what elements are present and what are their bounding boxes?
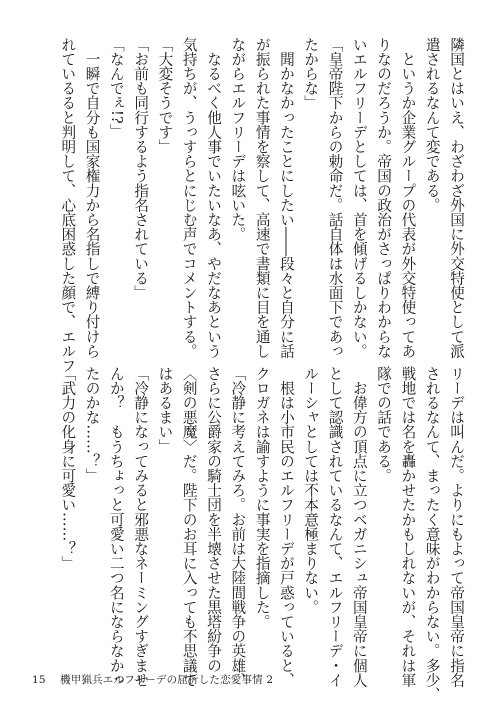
- text-column: として認識されているなんて、エルフリーデ・イ: [326, 366, 344, 688]
- text-column: ながらエルフリーデは呟いた。: [229, 37, 247, 242]
- text-column: 隊での話である。: [375, 366, 393, 483]
- text-column: 根は小市民のエルフリーデが戸惑っていると、: [277, 366, 295, 688]
- text-column: 戦地では名を轟かせたかもしれないが、それは軍: [399, 366, 417, 688]
- running-title: 機甲猟兵エルフリーデの屈折した恋愛事情 2: [60, 674, 274, 686]
- text-column: たからな」: [302, 37, 320, 110]
- text-column: 気持ちが、うっすらとにじむ声でコメントする。: [180, 37, 198, 359]
- text-column: 〈剣の悪魔〉だ。陛下のお耳に入っても不思議で: [180, 366, 198, 688]
- text-column: 一瞬で自分も国家権力から名指しで縛り付けら: [83, 37, 101, 359]
- upper-text-block: [55, 37, 468, 373]
- text-column: されるなんて、まったく意味がわからない。多少、: [423, 366, 441, 702]
- text-column: 「大変そうです」: [156, 37, 174, 154]
- text-column: れているると判明して、心底困惑した顔で、エルフ: [59, 37, 77, 373]
- page-number: 15: [32, 674, 46, 686]
- text-column: 「なんでぇ!?」: [107, 37, 125, 139]
- page-footer: [32, 672, 273, 687]
- text-column: はあるまい」: [156, 366, 174, 454]
- text-column: りなのだろうか。帝国の政治がさっぱりわからな: [375, 37, 393, 359]
- text-column: が振られた事情を察して、高速で書類に目を通し: [253, 37, 271, 359]
- text-column: 聞かなかったことにしたい――段々と自分に話: [277, 37, 295, 359]
- text-column: んか？ もうちょっと可愛い二つ名にならなかっ: [107, 366, 125, 688]
- text-column: 「冷静になってみると邪悪なネーミングすぎませ: [132, 366, 150, 688]
- text-column: 「武力の化身に可愛い……？」: [59, 366, 77, 571]
- text-column: なるべく他人事でいたいなあ、やだなあという: [205, 37, 223, 359]
- text-column: クロガネは諭すように事実を指摘した。: [253, 366, 271, 629]
- text-column: いエルフリーデとしては、首を傾げるしかない。: [350, 37, 368, 359]
- text-column: お偉方の頂点に立つベガニシュ帝国皇帝に個人: [350, 366, 368, 688]
- text-column: リーデは叫んだ。よりにもよって帝国皇帝に指名: [448, 366, 465, 688]
- text-column: 遣されるなんて変である。: [423, 37, 441, 213]
- text-column: ルーシャとしては不本意極まりない。: [302, 366, 320, 615]
- text-column: たのかな……？」: [83, 366, 101, 483]
- text-column: 隣国とはいえ、わざわざ外国に外交特使として派: [448, 37, 465, 359]
- text-column: 「冷静に考えてみろ。お前は大陸間戦争の英雄、: [229, 366, 247, 688]
- text-column: さらに公爵家の騎士団を半壊させた黒塔紛争の: [205, 366, 223, 673]
- text-column: というか企業グループの代表が外交特使ってあ: [399, 37, 417, 359]
- text-column: 「お前も同行するよう指名されている」: [132, 37, 150, 300]
- text-column: 「皇帝陛下からの勅命だ。話自体は水面下であっ: [326, 37, 344, 359]
